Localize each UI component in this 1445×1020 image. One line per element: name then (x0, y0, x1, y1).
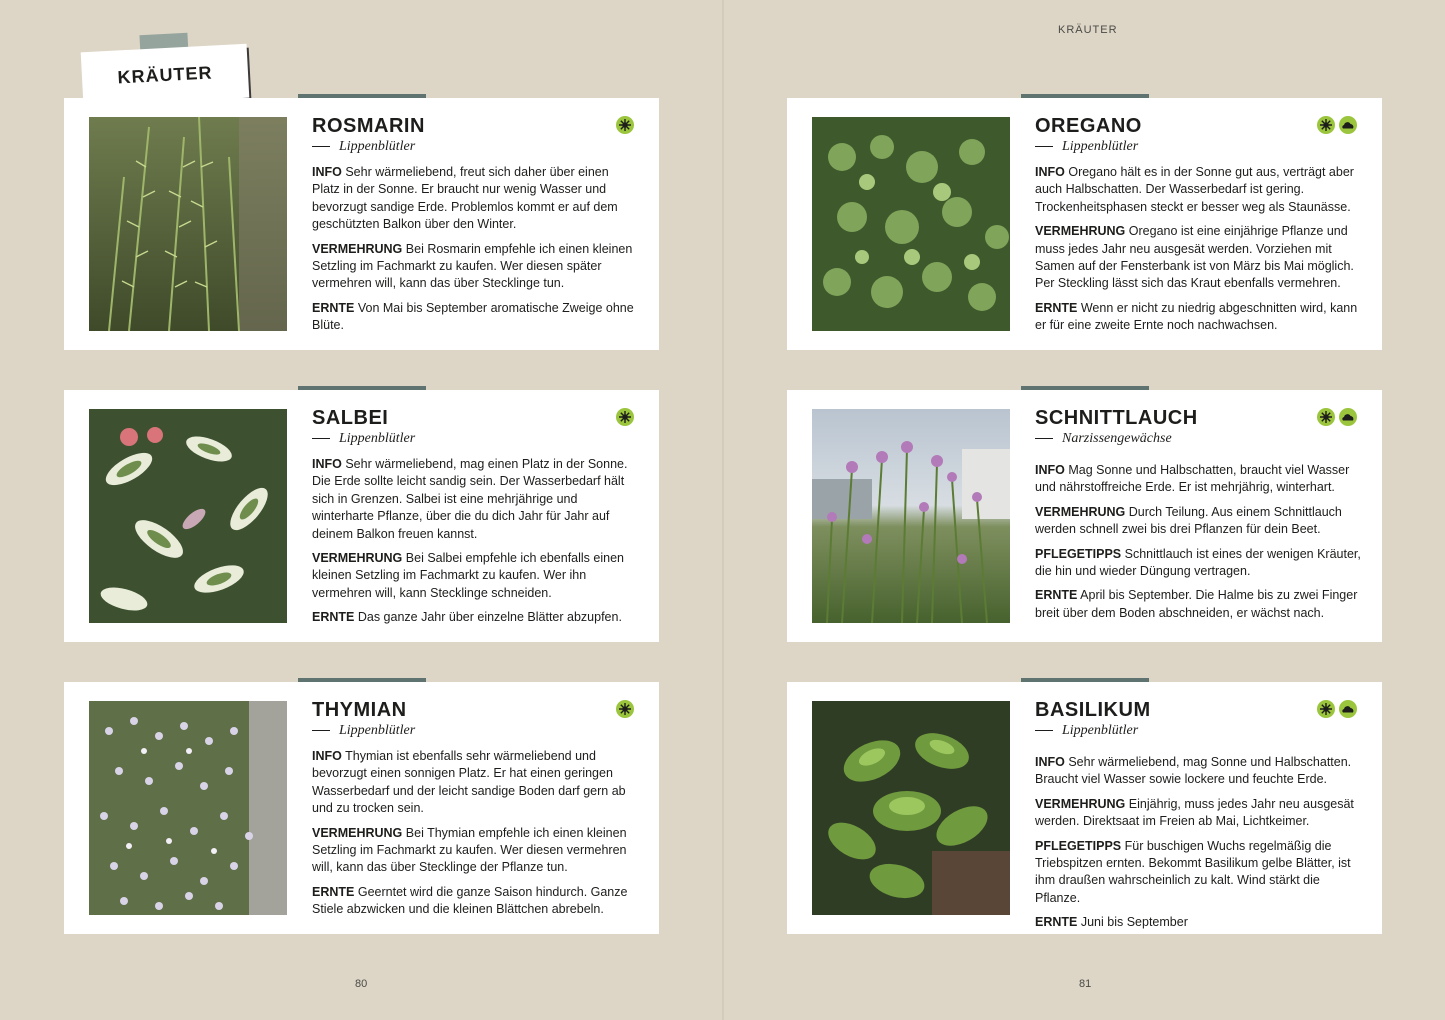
half-shade-icon (1339, 700, 1357, 718)
info-paragraph: INFO Sehr wärmeliebend, freut sich daher über einen Platz in der Sonne. Er braucht nur wenig Wasser und bevorzugt sandige Erde. Problemlos kommt er auf dem geschützten Balkon über den Winter. (312, 165, 618, 232)
half-shade-icon (1339, 116, 1357, 134)
herb-family: Lippenblütler (312, 431, 638, 447)
book-spine (722, 0, 724, 1020)
harvest-paragraph: ERNTE Wenn er nicht zu niedrig abgeschnitten wird, kann er für eine zweite Ernte noch nachwachsen. (1035, 300, 1358, 333)
rosemary-photo (89, 117, 287, 331)
sage-photo (89, 409, 287, 623)
herb-card-oregano (787, 98, 1382, 350)
propagation-paragraph: VERMEHRUNG Einjährig, muss jedes Jahr neu ausgesät werden. Direktsaat im Freien ab Mai, Lichtkeimer. (1035, 796, 1354, 829)
propagation-paragraph: VERMEHRUNG Bei Rosmarin empfehle ich einen kleinen Setzling im Fachmarkt zu kaufen. Wer diesen später vermehren will, kann das über Stecklinge tun. (312, 241, 633, 291)
card-accent-bar (298, 678, 426, 682)
harvest-paragraph: ERNTE Das ganze Jahr über einzelne Blätter abzupfen. (312, 610, 622, 625)
herb-name: OREGANO (1035, 115, 1142, 137)
chives-photo (812, 409, 1010, 623)
harvest-paragraph: ERNTE Von Mai bis September aromatische Zweige ohne Blüte. (312, 300, 634, 333)
section-tag-label: KRÄUTER (81, 44, 250, 107)
herb-name: ROSMARIN (312, 115, 425, 137)
info-paragraph: INFO Thymian ist ebenfalls sehr wärmeliebend und bevorzugt einen sonnigen Platz. Er hat einen geringen Wasserbedarf und der leicht sandige Boden darf gern ab und zu trocken sein. (312, 749, 626, 816)
oregano-photo (812, 117, 1010, 331)
herb-family: Lippenblütler (312, 723, 638, 739)
herb-name: SCHNITTLAUCH (1035, 407, 1198, 429)
propagation-paragraph: VERMEHRUNG Bei Thymian empfehle ich einen kleinen Setzling im Fachmarkt zu kaufen. Wer diesen vermehren will, kann das über Stecklinge der Pflanze tun. (312, 825, 627, 875)
sun-icon (1317, 408, 1335, 426)
sun-icon (616, 408, 634, 426)
info-paragraph: INFO Sehr wärmeliebend, mag Sonne und Halbschatten. Braucht viel Wasser sowie lockere und feuchte Erde. (1035, 755, 1352, 787)
herb-card-salbei (64, 390, 659, 642)
herb-card-rosmarin (64, 98, 659, 350)
card-accent-bar (1021, 386, 1149, 390)
sun-icon (616, 700, 634, 718)
herb-card-basilikum (787, 682, 1382, 934)
card-accent-bar (298, 386, 426, 390)
care-tips-paragraph: PFLEGETIPPS Schnittlauch ist eines der wenigen Kräuter, die hin und wieder Düngung vertragen. (1035, 546, 1361, 579)
basil-photo (812, 701, 1010, 915)
info-paragraph: INFO Mag Sonne und Halbschatten, braucht viel Wasser und nährstoffreiche Erde. Er ist mehrjährig, winterhart. (1035, 463, 1350, 495)
propagation-paragraph: VERMEHRUNG Oregano ist eine einjährige Pflanze und muss jedes Jahr neu ausgesät werden. Vorziehen mit Samen auf der Fensterbank ist von März bis Mai möglich. Per Steckling lässt sich das Kraut ebenfalls vermehren. (1035, 224, 1354, 291)
running-head: KRÄUTER (1058, 24, 1118, 36)
herb-family: Narzissengewächse (1035, 431, 1361, 447)
herb-card-thymian (64, 682, 659, 934)
info-paragraph: INFO Oregano hält es in der Sonne gut aus, verträgt aber auch Halbschatten. Der Wasserbedarf ist gering. Trockenheitsphasen steckt er besser weg als Staunässe. (1035, 165, 1354, 214)
propagation-paragraph: VERMEHRUNG Durch Teilung. Aus einem Schnittlauch werden schnell zwei bis drei Pflanzen für dein Beet. (1035, 504, 1342, 537)
card-accent-bar (1021, 678, 1149, 682)
page-number-right: 81 (1079, 978, 1092, 990)
info-paragraph: INFO Sehr wärmeliebend, mag einen Platz in der Sonne. Die Erde sollte leicht sandig sein. Der Wasserbedarf hält sich in Grenzen. Salbei ist eine mehrjährige und winterharte Pflanze, über die du dich Jahr für Jahr auf deinem Balkon freuen kannst. (312, 457, 628, 541)
card-accent-bar (298, 94, 426, 98)
sun-icon (616, 116, 634, 134)
propagation-paragraph: VERMEHRUNG Bei Salbei empfehle ich ebenfalls einen kleinen Setzling im Fachmarkt zu kaufen. Wer ihn vermehren will, kann Stecklinge schneiden. (312, 551, 624, 600)
half-shade-icon (1339, 408, 1357, 426)
herb-name: BASILIKUM (1035, 699, 1151, 721)
herb-family: Lippenblütler (1035, 139, 1361, 155)
section-tag (82, 34, 252, 108)
page-number-left: 80 (355, 978, 368, 990)
thyme-photo (89, 701, 287, 915)
herb-name: SALBEI (312, 407, 389, 429)
herb-family: Lippenblütler (1035, 723, 1361, 739)
harvest-paragraph: ERNTE Juni bis September (1035, 915, 1188, 930)
card-accent-bar (1021, 94, 1149, 98)
herb-name: THYMIAN (312, 699, 407, 721)
harvest-paragraph: ERNTE April bis September. Die Halme bis zu zwei Finger breit über dem Boden abschneiden, er wächst nach. (1035, 588, 1358, 620)
harvest-paragraph: ERNTE Geerntet wird die ganze Saison hindurch. Ganze Stiele abzwicken und die kleinen Blättchen abrebeln. (312, 884, 628, 917)
sun-icon (1317, 700, 1335, 718)
herb-family: Lippenblütler (312, 139, 638, 155)
sun-icon (1317, 116, 1335, 134)
care-tips-paragraph: PFLEGETIPPS Für buschigen Wuchs regelmäßig die Triebspitzen ernten. Bekommt Basilikum gelbe Blätter, ist ihm draußen wahrscheinlich zu kalt. Wind stärkt die Pflanze. (1035, 838, 1351, 905)
herb-card-schnittlauch (787, 390, 1382, 642)
